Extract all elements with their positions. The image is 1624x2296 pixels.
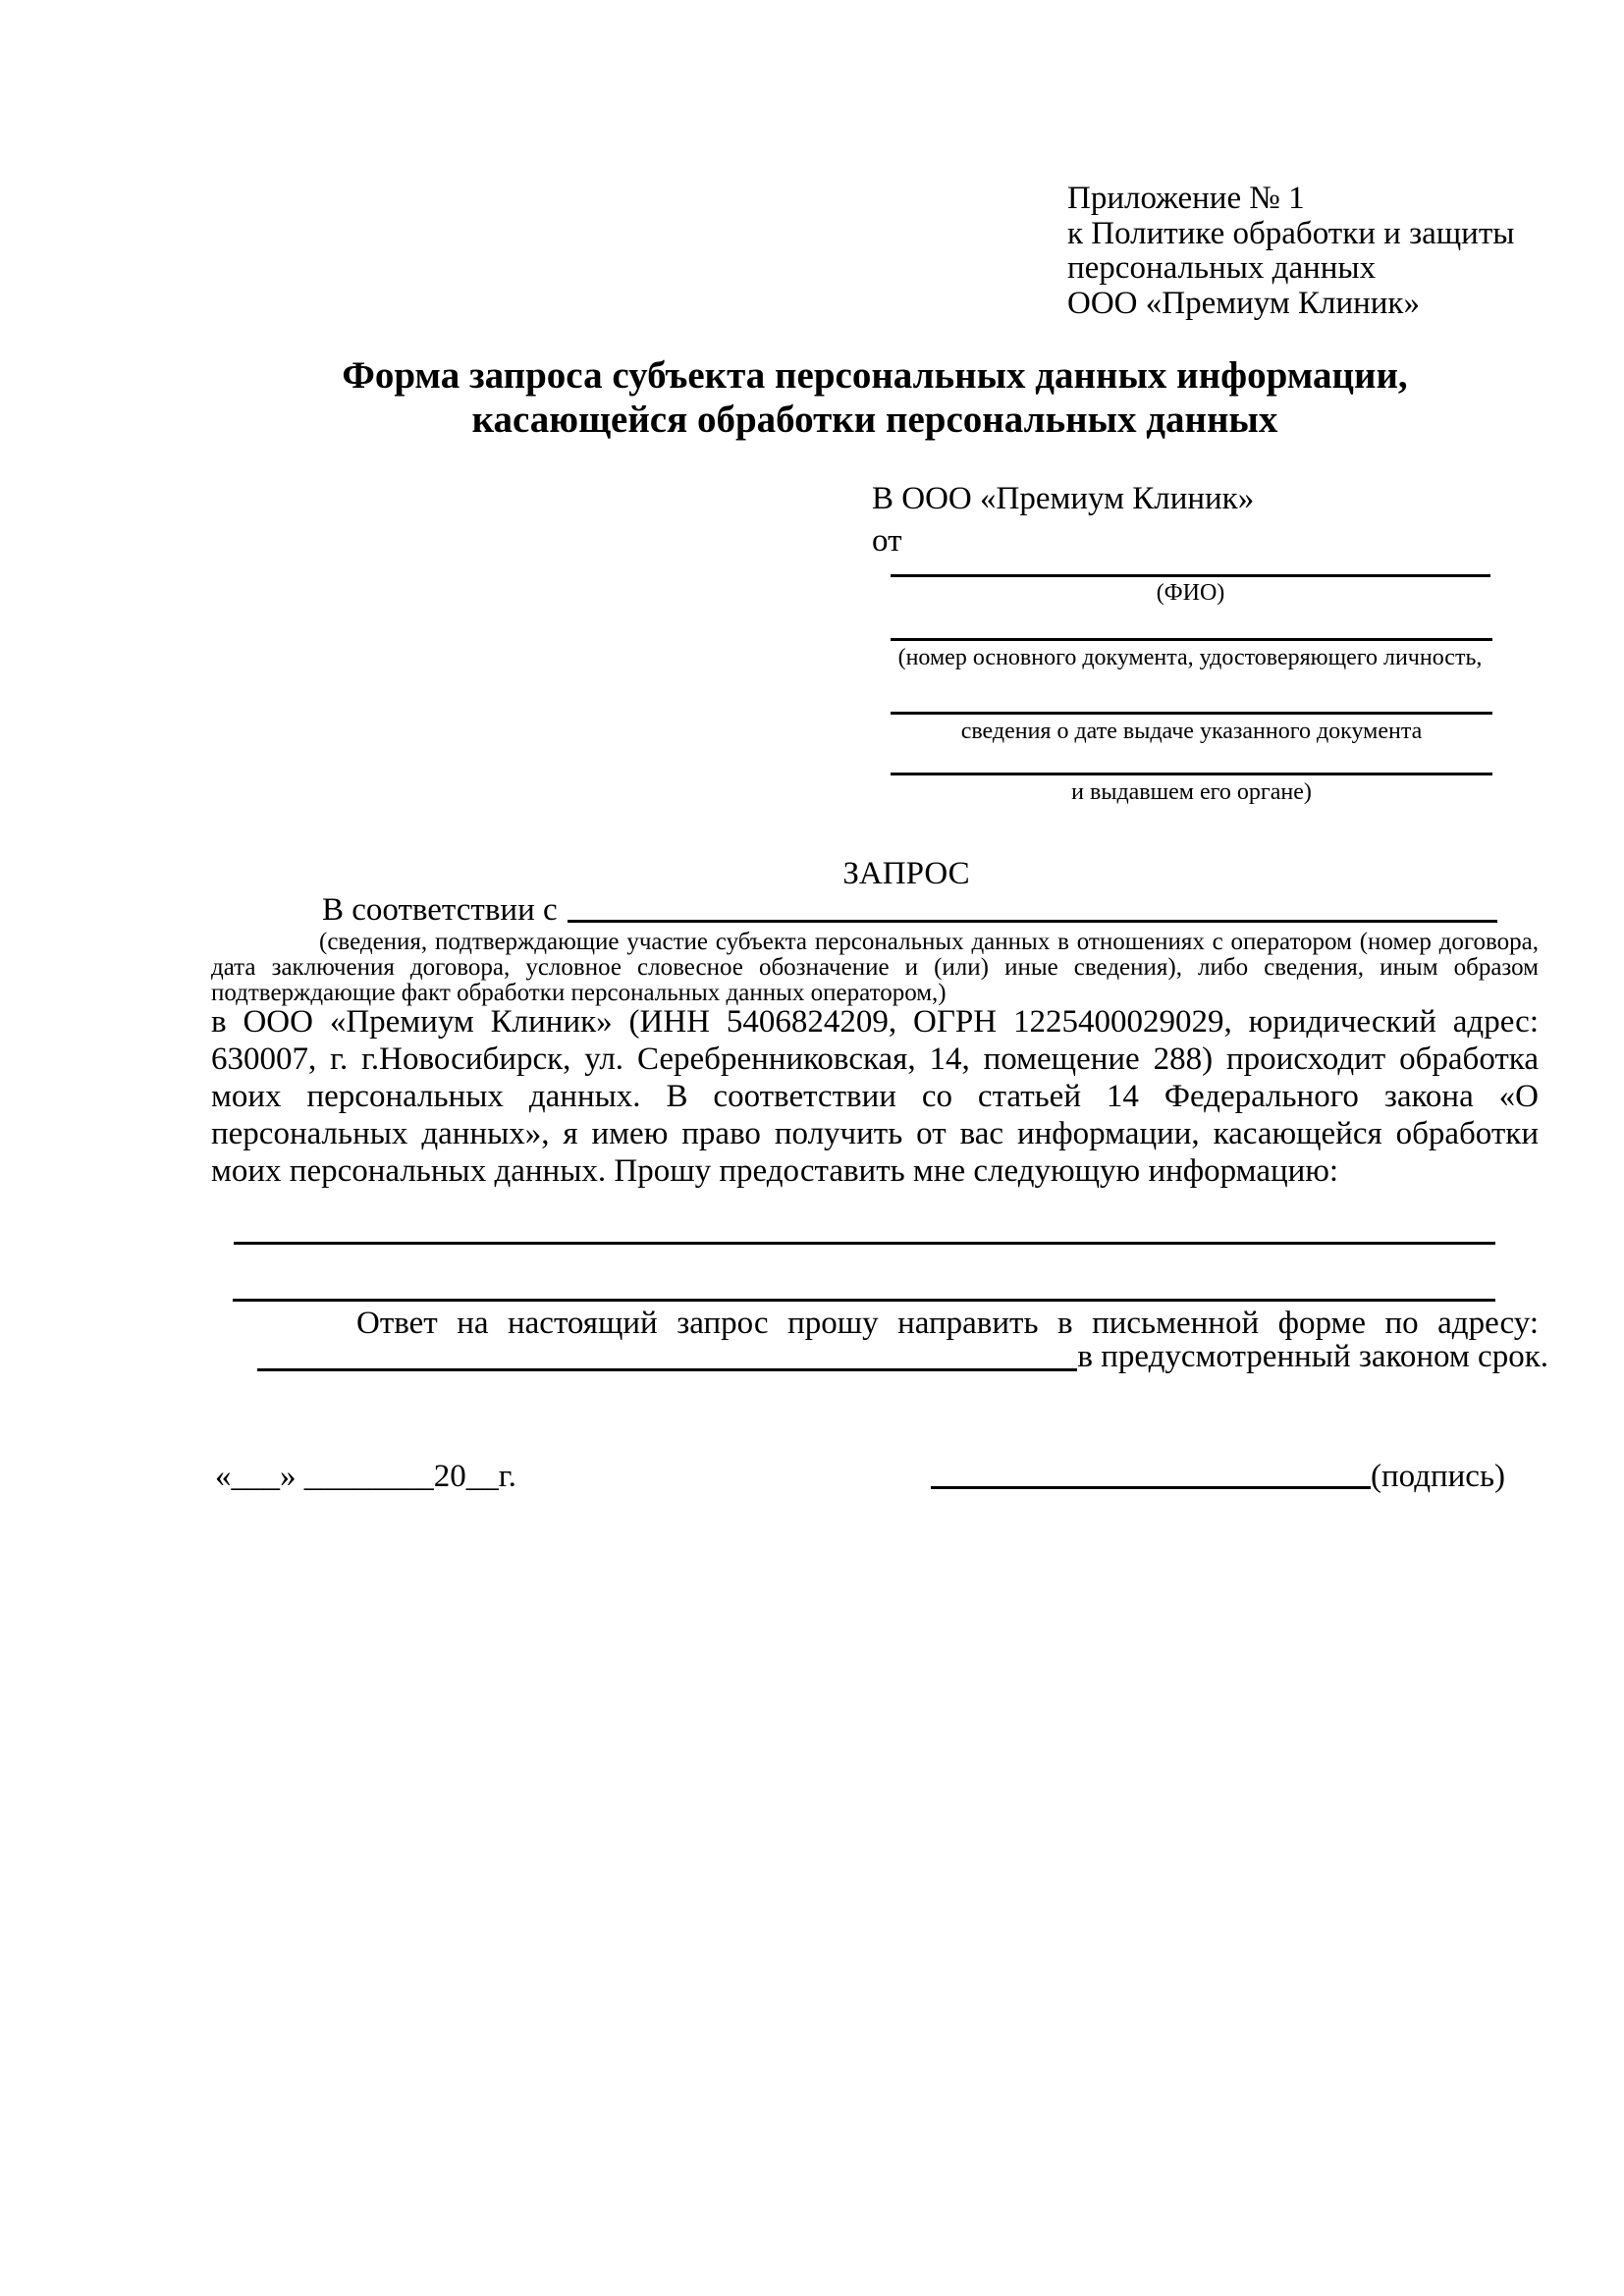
page-title [211, 353, 1539, 442]
signature-caption: (подпись) [1371, 1459, 1505, 1494]
doc-issue-date-caption: сведения о дате выдаче указанного документа [960, 719, 1423, 744]
signature-row [931, 1458, 1505, 1495]
info-request-input-line-2[interactable] [233, 1299, 1495, 1302]
doc-issuer-caption: и выдавшем его органе) [1071, 779, 1312, 805]
fio-caption: (ФИО) [1156, 580, 1225, 606]
date-input-line[interactable]: «___» ________20__г. [215, 1459, 516, 1494]
info-request-input-line-1[interactable] [234, 1242, 1495, 1245]
response-address-line: Ответ на настоящий запрос прошу направить в письменной форме по адресу: [356, 1306, 1539, 1341]
compliance-input-line[interactable] [568, 920, 1497, 923]
response-address-row [257, 1338, 1548, 1375]
appendix-line: к Политике обработки и защиты [1067, 215, 1515, 251]
request-body: в ООО «Премиум Клиник» (ИНН 5406824209, ОГРН 1225400029029, юридический адрес: 630007, г. г.Новосибирск, ул. Серебренниковская, 14, помещение 288) происходит обработка моих персональных данных. В соответствии со статьей 14 Федерального закона «О персональных данных», я имею право получить от вас информации, касающейся обработки моих персональных данных. Прошу предоставить мне следующую информацию: [211, 1004, 1539, 1189]
compliance-line [322, 891, 1497, 929]
appendix-line: Приложение № 1 [1067, 181, 1305, 216]
addressee-from: от [872, 523, 902, 559]
appendix-line: ООО «Премиум Клиник» [1067, 285, 1420, 321]
request-heading: ЗАПРОС [842, 856, 970, 891]
addressee-to: В ООО «Премиум Клиник» [872, 481, 1255, 516]
doc-issue-date-input-line[interactable] [891, 712, 1492, 715]
doc-issuer-input-line[interactable] [891, 773, 1492, 775]
appendix-block [1067, 182, 1514, 321]
compliance-note: (сведения, подтверждающие участие субъекта персональных данных в отношениях с оператором (номер договора, дата заключения договора, условное словесное обозначение и (или) иные сведения), либо сведения, иным образом подтверждающие факт обработки персональных данных оператором,) [211, 929, 1539, 1006]
doc-number-input-line[interactable] [891, 638, 1492, 641]
signature-input-line[interactable] [931, 1486, 1371, 1489]
page-title-line-2: касающейся обработки персональных данных [471, 399, 1278, 441]
compliance-prefix: В соответствии с [322, 892, 558, 928]
appendix-line: персональных данных [1067, 250, 1377, 286]
response-address-input-line[interactable] [257, 1368, 1077, 1371]
fio-input-line[interactable] [891, 574, 1490, 577]
doc-number-caption: (номер основного документа, удостоверяющего личность, [897, 645, 1483, 670]
page-title-line-1: Форма запроса субъекта персональных данных информации, [342, 354, 1408, 397]
response-tail: в предусмотренный законом срок. [1077, 1339, 1548, 1374]
